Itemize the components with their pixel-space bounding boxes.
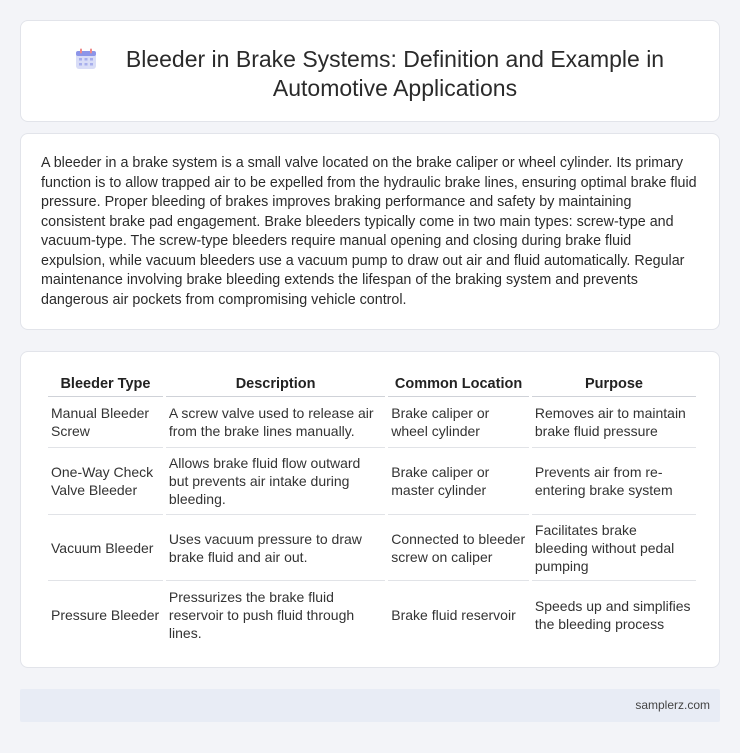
footer xyxy=(20,689,720,722)
bleeder-table xyxy=(45,372,699,648)
cell-common-location: Brake caliper or wheel cylinder xyxy=(388,397,529,448)
cell-description: Uses vacuum pressure to draw brake fluid and air out. xyxy=(166,515,385,581)
page-title: Bleeder in Brake Systems: Definition and Example in Automotive Applications xyxy=(125,46,665,101)
cell-purpose: Prevents air from re-entering brake system xyxy=(532,448,696,515)
table-row xyxy=(48,448,696,515)
cell-common-location: Brake caliper or master cylinder xyxy=(388,448,529,515)
table-row xyxy=(48,581,696,648)
intro-card xyxy=(20,133,720,330)
title-card xyxy=(20,20,720,122)
cell-description: Pressurizes the brake fluid reservoir to push fluid through lines. xyxy=(168,588,355,641)
column-header-description: Description xyxy=(166,372,385,397)
cell-purpose: Facilitates brake bleeding without pedal pumping xyxy=(532,515,696,581)
cell-description: A screw valve used to release air from the brake lines manually. xyxy=(166,397,385,448)
cell-bleeder-type: Manual Bleeder Screw xyxy=(48,397,163,448)
cell-purpose: Removes air to maintain brake fluid pressure xyxy=(532,397,696,448)
cell-description: Allows brake fluid flow outward but prevents air intake during bleeding. xyxy=(166,448,385,515)
cell-bleeder-type: One-Way Check Valve Bleeder xyxy=(48,448,163,515)
cell-common-location: Connected to bleeder screw on caliper xyxy=(388,515,529,581)
table-card xyxy=(20,351,720,668)
cell-bleeder-type: Pressure Bleeder xyxy=(51,606,160,623)
intro-paragraph: A bleeder in a brake system is a small valve located on the brake caliper or wheel cylinder. Its primary function is to allow trapped air to be expelled from the hydraulic brake lines, ensuring optimal brake fluid pressure. Proper bleeding of brakes improves braking performance and safety by maintaining consistent brake pad engagement. Brake bleeders typically come in two main types: screw-type and vacuum-type. The screw-type bleeders require manual opening and closing during brake fluid expulsion, while vacuum bleeders use a vacuum pump to draw out air and fluid automatically. Regular maintenance involving brake bleeding extends the lifespan of the braking system and prevents dangerous air pockets from compromising vehicle control. xyxy=(41,155,697,308)
table-row xyxy=(48,515,696,581)
footer-site-link[interactable]: samplerz.com xyxy=(635,698,710,712)
column-header-bleeder-type: Bleeder Type xyxy=(48,372,163,397)
column-header-purpose: Purpose xyxy=(532,372,696,397)
cell-common-location: Brake fluid reservoir xyxy=(391,606,516,623)
table-header-row xyxy=(48,372,696,397)
cell-bleeder-type: Vacuum Bleeder xyxy=(48,515,163,581)
cell-purpose: Speeds up and simplifies the bleeding process xyxy=(534,597,691,632)
column-header-common-location: Common Location xyxy=(388,372,529,397)
table-row xyxy=(48,397,696,448)
